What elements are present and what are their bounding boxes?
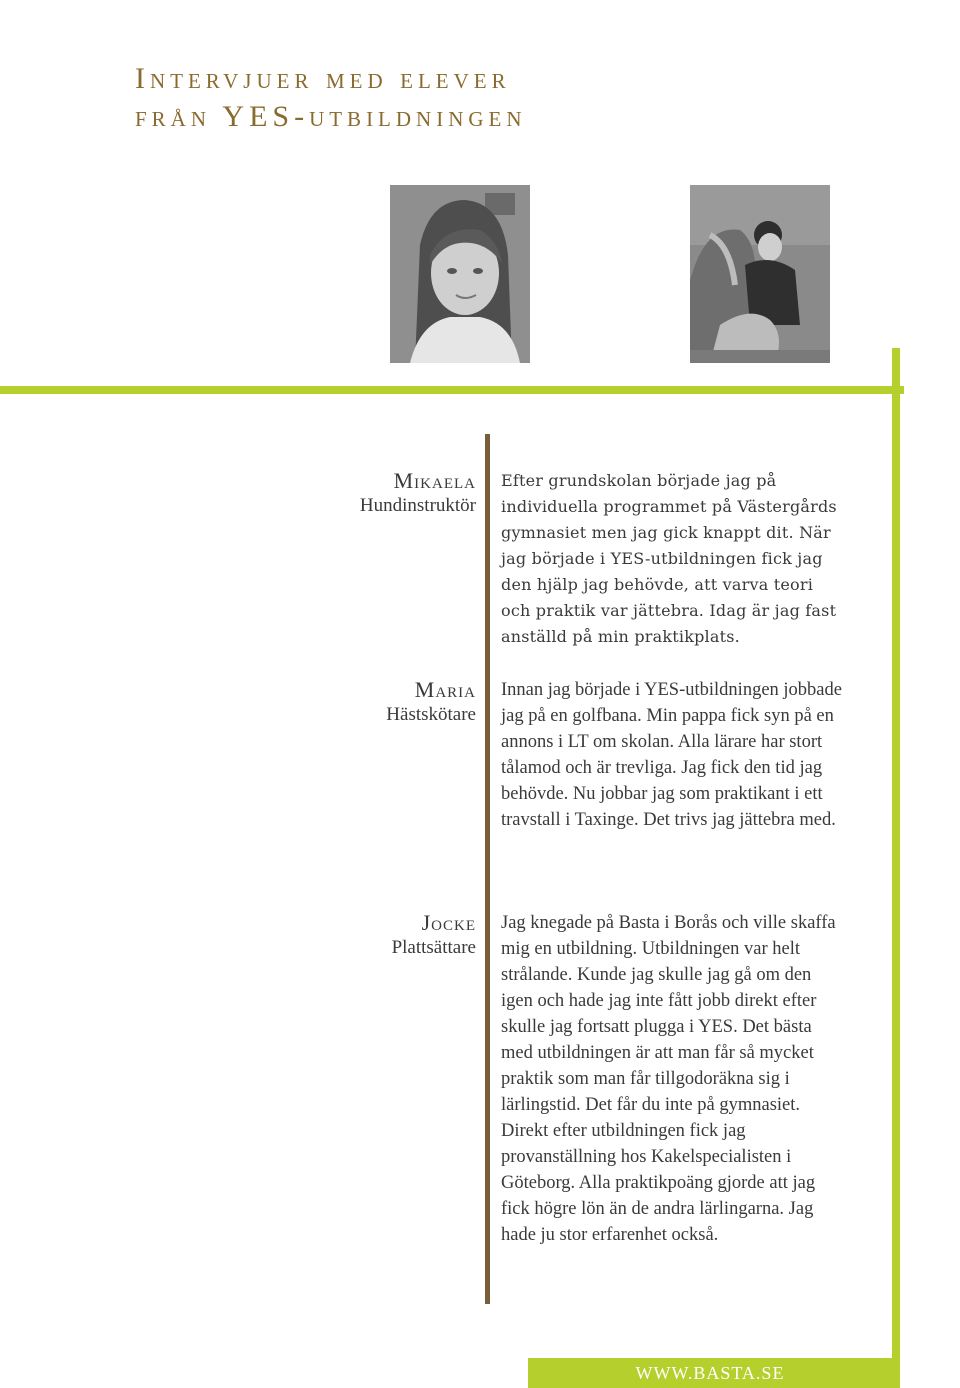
divider-line [485,434,490,1304]
person-label-jocke [392,910,476,960]
person-role: Hästskötare [386,704,476,725]
person-label-mikaela [360,468,476,518]
green-horizontal-bar [0,386,904,394]
page-title [135,60,527,136]
horse-image [690,185,830,363]
green-vertical-bar [892,348,900,1388]
person-name: Jocke [421,910,476,935]
footer-url[interactable]: WWW.BASTA.SE [635,1363,785,1383]
horse-photo [690,185,830,363]
person-label-maria [386,677,476,727]
quote-mikaela: Efter grundskolan började jag på individuella programmet på Västergårds gymnasiet men jag gick knappt dit. När jag började i YES-utbildningen fick jag den hjälp jag behövde, att varva teori och praktik var jättebra. Idag är jag fast anställd på min praktikplats. [501,471,837,646]
person-name: Mikaela [393,468,476,493]
person-role: Hundinstruktör [359,495,476,516]
person-role: Plattsättare [391,937,476,958]
portrait-photo [390,185,530,363]
portrait-image [390,185,530,363]
quote-maria: Innan jag började i YES-utbildningen jobbade jag på en golfbana. Min pappa fick syn på en annons i LT om skolan. Alla lärare har stort tålamod och är trevliga. Jag fick den tid jag behövde. Nu jobbar jag som praktikant i ett travstall i Taxinge. Det trivs jag jättebra med. [501,680,842,830]
person-name: Maria [414,677,476,702]
quote-jocke: Jag knegade på Basta i Borås och ville skaffa mig en utbildning. Utbildningen var helt strålande. Kunde jag skulle jag gå om den igen och hade jag inte fått jobb direkt efter skulle jag fortsatt plugga i YES. Det bästa med utbildningen är att man får så mycket praktik som man får tillgodoräkna sig i lärlingstid. Det får du inte på gymnasiet. Direkt efter utbildningen fick jag provanställning hos Kakelspecialisten i Göteborg. Alla praktikpoäng gjorde att jag fick högre lön än de andra lärlingarna. Jag hade ju stor erfarenhet också. [501,913,836,1245]
footer-band [528,1358,892,1388]
title-line-1: Intervjuer med elever [135,62,511,95]
title-line-2: från YES-utbildningen [135,100,527,133]
